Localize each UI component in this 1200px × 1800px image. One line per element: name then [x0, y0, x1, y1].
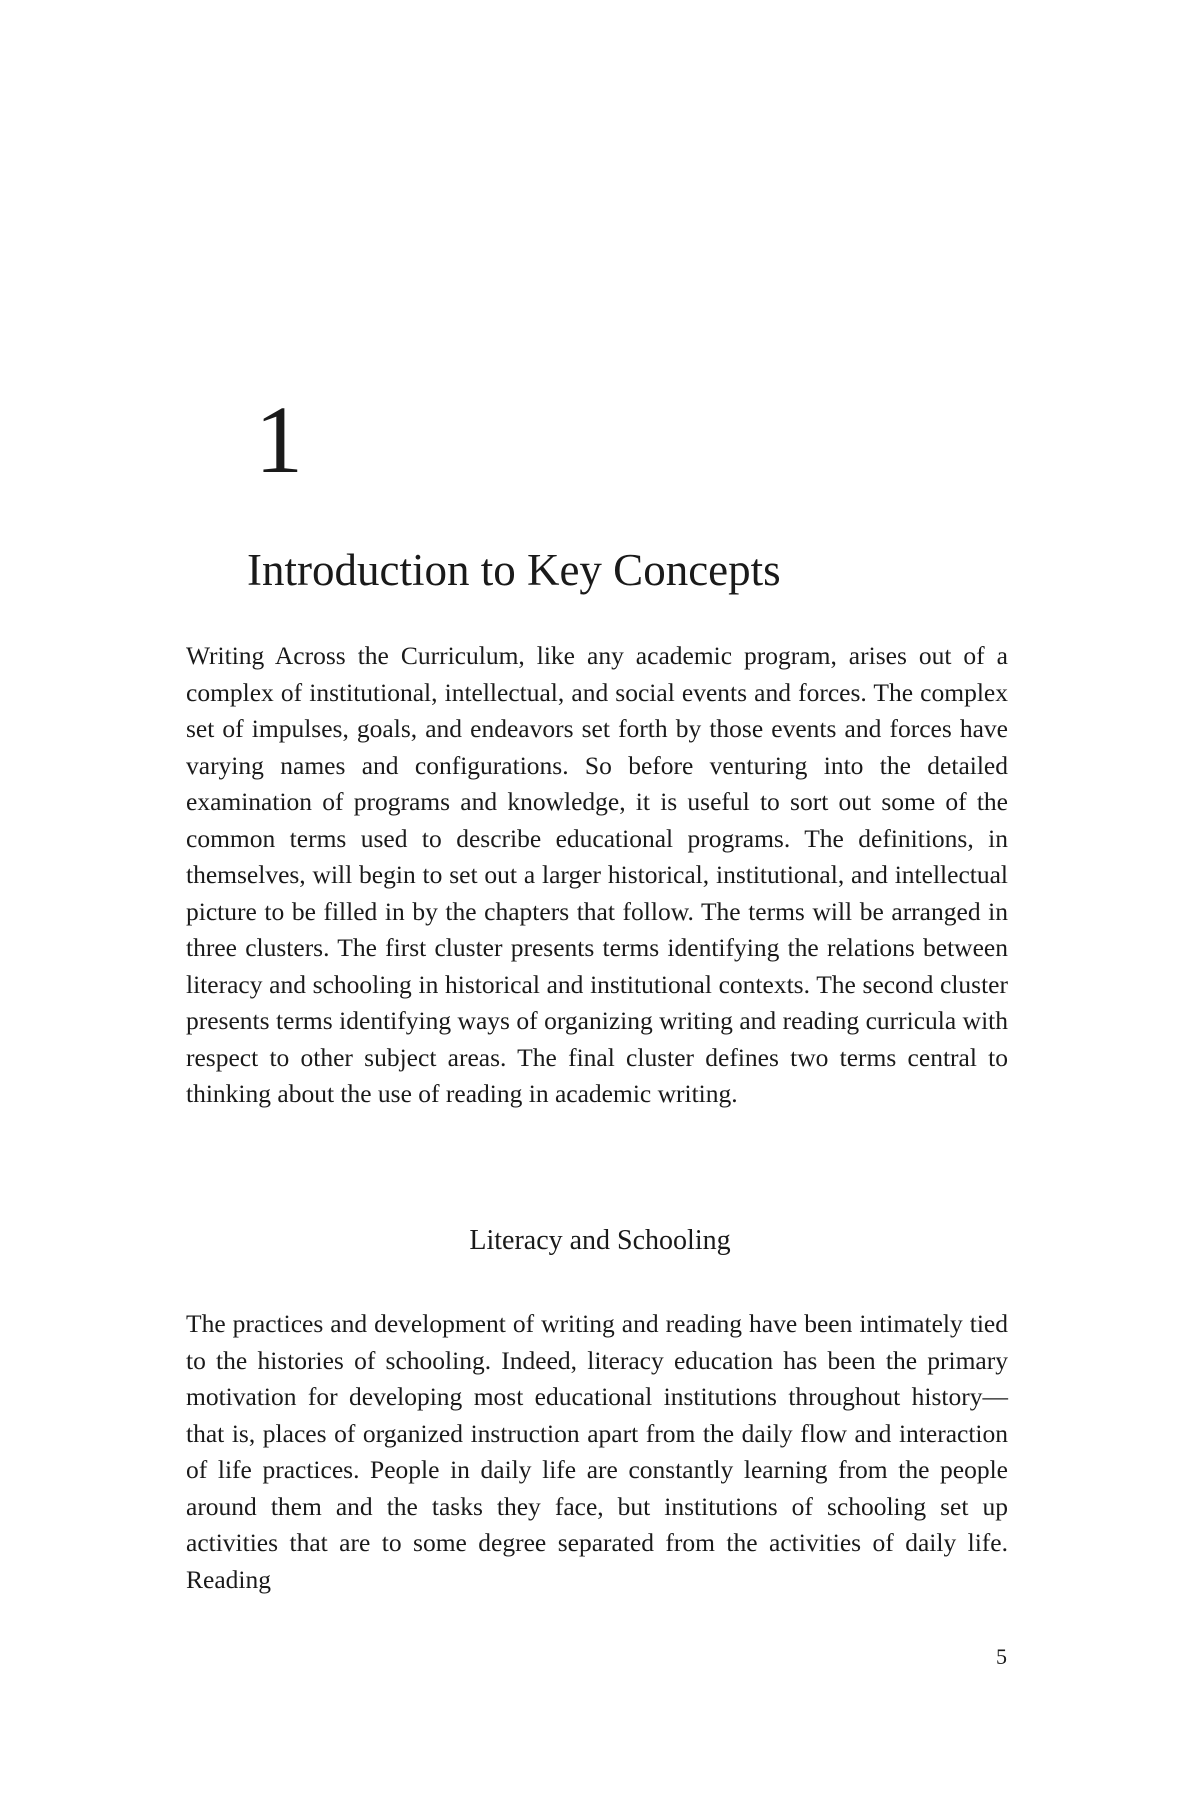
- literacy-paragraph: The practices and development of writing and reading have been intimately tied to the histories of schooling. Indeed, literacy education has been the primary motivation for developing most educational institutions throughout history—that is, places of organized instruction apart from the daily flow and interaction of life practices. People in daily life are constantly learning from the people around them and the tasks they face, but institutions of schooling set up activities that are to some degree separated from the activities of daily life. Reading: [186, 1309, 1008, 1594]
- section-heading: Literacy and Schooling: [469, 1225, 731, 1256]
- page-number: 5: [996, 1644, 1007, 1669]
- chapter-number: 1: [255, 386, 303, 493]
- chapter-title: Introduction to Key Concepts: [247, 545, 781, 595]
- intro-paragraph: Writing Across the Curriculum, like any academic program, arises out of a complex of institutional, intellectual, and social events and forces. The complex set of impulses, goals, and endeavors set forth by those events and forces have varying names and configurations. So before venturing into the detailed examination of programs and knowledge, it is useful to sort out some of the common terms used to describe educational programs. The definitions, in themselves, will begin to set out a larger historical, institutional, and intellectual picture to be filled in by the chapters that follow. The terms will be arranged in three clusters. The first cluster presents terms identifying the relations between literacy and schooling in historical and institutional contexts. The second cluster presents terms identifying ways of organizing writing and reading curricula with respect to other subject areas. The final cluster defines two terms central to thinking about the use of reading in academic writing.: [186, 641, 1008, 1108]
